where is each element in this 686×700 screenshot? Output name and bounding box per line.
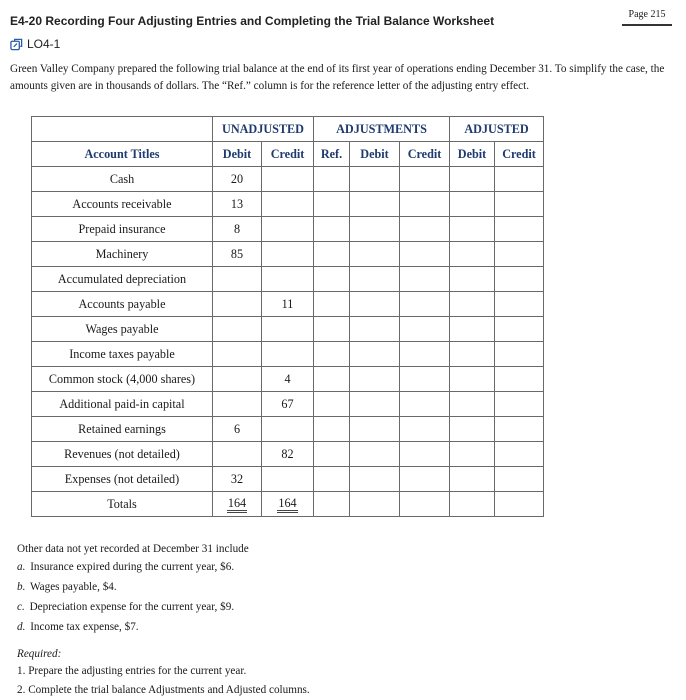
adjustments-credit-cell[interactable]	[400, 267, 450, 292]
table-row	[32, 367, 544, 392]
adjustments-credit-cell[interactable]	[400, 467, 450, 492]
unadjusted-credit	[262, 317, 314, 342]
adjustments-credit-header: Credit	[400, 142, 450, 167]
adjustments-debit-cell[interactable]	[350, 242, 400, 267]
unadjusted-debit	[213, 342, 262, 367]
adjustments-credit-cell[interactable]	[400, 367, 450, 392]
adjustments-credit-cell[interactable]	[400, 392, 450, 417]
group-header-row	[32, 117, 544, 142]
unadjusted-credit	[262, 267, 314, 292]
adjusted-debit-cell[interactable]	[450, 267, 495, 292]
item-letter: a.	[17, 561, 26, 573]
adjustments-debit-cell[interactable]	[350, 292, 400, 317]
other-data-item	[17, 581, 117, 593]
adjusted-credit-cell[interactable]	[495, 342, 544, 367]
adjusted-debit-cell[interactable]	[450, 292, 495, 317]
adjusted-debit-cell[interactable]	[450, 392, 495, 417]
other-data-item	[17, 621, 139, 633]
account-title: Additional paid-in capital	[32, 392, 213, 417]
adjustments-debit-cell[interactable]	[350, 217, 400, 242]
unadjusted-debit	[213, 267, 262, 292]
other-data-heading: Other data not yet recorded at December 31 include	[17, 543, 249, 555]
adjusted-debit-cell[interactable]	[450, 242, 495, 267]
ref-cell[interactable]	[314, 267, 350, 292]
exercise-title: E4-20 Recording Four Adjusting Entries and Completing the Trial Balance Worksheet	[10, 14, 495, 28]
other-data-item	[17, 561, 234, 573]
adjustments-debit-cell[interactable]	[350, 367, 400, 392]
account-title: Machinery	[32, 242, 213, 267]
totals-label: Totals	[32, 492, 213, 517]
adjusted-debit-cell[interactable]	[450, 317, 495, 342]
item-letter: d.	[17, 621, 26, 633]
account-title: Income taxes payable	[32, 342, 213, 367]
adjustments-debit-cell[interactable]	[350, 267, 400, 292]
account-title: Common stock (4,000 shares)	[32, 367, 213, 392]
link-icon	[10, 38, 23, 51]
adjusted-debit-cell[interactable]	[450, 167, 495, 192]
adjusted-credit-cell[interactable]	[495, 242, 544, 267]
adjustments-credit-cell[interactable]	[400, 317, 450, 342]
item-text: Income tax expense, $7.	[30, 621, 139, 633]
unadjusted-credit	[262, 167, 314, 192]
ref-cell[interactable]	[314, 342, 350, 367]
adjustments-credit-cell[interactable]	[400, 417, 450, 442]
adjustments-debit-cell[interactable]	[350, 417, 400, 442]
other-data-item	[17, 601, 234, 613]
learning-objective-label: LO4-1	[27, 37, 61, 51]
ref-cell[interactable]	[314, 417, 350, 442]
account-title: Accounts payable	[32, 292, 213, 317]
learning-objective[interactable]	[10, 37, 60, 51]
item-text: Insurance expired during the current year, $6.	[30, 561, 235, 573]
adjustments-credit-cell[interactable]	[400, 167, 450, 192]
adjustments-debit-cell[interactable]	[350, 442, 400, 467]
unadjusted-header: UNADJUSTED	[213, 117, 314, 142]
adjusted-debit-cell[interactable]	[450, 367, 495, 392]
adjustments-debit-cell[interactable]	[350, 317, 400, 342]
account-title: Accumulated depreciation	[32, 267, 213, 292]
adjusted-credit-cell[interactable]	[495, 217, 544, 242]
table-row	[32, 417, 544, 442]
table-row	[32, 392, 544, 417]
table-row	[32, 467, 544, 492]
unadjusted-debit: 8	[213, 217, 262, 242]
unadjusted-debit	[213, 392, 262, 417]
account-title: Revenues (not detailed)	[32, 442, 213, 467]
unadjusted-credit	[262, 417, 314, 442]
unadjusted-debit: 6	[213, 417, 262, 442]
ref-cell[interactable]	[314, 467, 350, 492]
adjusted-debit-header: Debit	[450, 142, 495, 167]
unadjusted-debit: 20	[213, 167, 262, 192]
required-item: 2. Complete the trial balance Adjustments and Adjusted columns.	[17, 684, 310, 696]
item-text: Wages payable, $4.	[30, 581, 117, 593]
adjusted-credit-cell[interactable]	[495, 192, 544, 217]
adjustments-debit-cell[interactable]	[350, 192, 400, 217]
account-title: Accounts receivable	[32, 192, 213, 217]
adjusted-debit-cell[interactable]	[450, 442, 495, 467]
account-title: Wages payable	[32, 317, 213, 342]
adjustments-credit-cell[interactable]	[400, 442, 450, 467]
totals-credit-cell	[262, 492, 314, 517]
ref-cell[interactable]	[314, 292, 350, 317]
adjustments-debit-cell[interactable]	[350, 392, 400, 417]
item-letter: b.	[17, 581, 26, 593]
adjusted-credit-cell[interactable]	[495, 392, 544, 417]
adjustments-header: ADJUSTMENTS	[314, 117, 450, 142]
adjusted-debit-cell[interactable]	[450, 492, 495, 517]
ref-cell[interactable]	[314, 492, 350, 517]
account-title: Expenses (not detailed)	[32, 467, 213, 492]
unadjusted-debit-header: Debit	[213, 142, 262, 167]
item-letter: c.	[17, 601, 25, 613]
ref-cell[interactable]	[314, 367, 350, 392]
blank-header-cell	[32, 117, 213, 142]
unadjusted-debit: 32	[213, 467, 262, 492]
adjusted-credit-header: Credit	[495, 142, 544, 167]
adjusted-credit-cell[interactable]	[495, 367, 544, 392]
adjusted-debit-cell[interactable]	[450, 342, 495, 367]
table-row	[32, 292, 544, 317]
column-header-row	[32, 142, 544, 167]
unadjusted-credit	[262, 242, 314, 267]
adjustments-debit-header: Debit	[350, 142, 400, 167]
unadjusted-credit: 11	[262, 292, 314, 317]
table-row	[32, 192, 544, 217]
account-titles-header: Account Titles	[32, 142, 213, 167]
required-item: 1. Prepare the adjusting entries for the current year.	[17, 665, 247, 677]
totals-credit: 164	[277, 497, 297, 513]
table-row	[32, 217, 544, 242]
unadjusted-debit: 13	[213, 192, 262, 217]
unadjusted-debit	[213, 317, 262, 342]
adjusted-debit-cell[interactable]	[450, 217, 495, 242]
unadjusted-debit: 85	[213, 242, 262, 267]
table-row	[32, 167, 544, 192]
ref-header: Ref.	[314, 142, 350, 167]
adjusted-debit-cell[interactable]	[450, 192, 495, 217]
adjustments-debit-cell[interactable]	[350, 342, 400, 367]
adjusted-credit-cell[interactable]	[495, 492, 544, 517]
adjustments-credit-cell[interactable]	[400, 492, 450, 517]
intro-paragraph: Green Valley Company prepared the following trial balance at the end of its first year of operations ending December 31. To simplify the case, the amounts given are in thousands of dollars. The “Ref.” column is for the reference letter of the adjusting entry effect.	[10, 63, 665, 92]
adjusted-credit-cell[interactable]	[495, 167, 544, 192]
unadjusted-credit	[262, 342, 314, 367]
adjustments-credit-cell[interactable]	[400, 192, 450, 217]
required-heading: Required:	[17, 648, 62, 660]
trial-balance-table	[31, 116, 544, 517]
adjusted-credit-cell[interactable]	[495, 267, 544, 292]
page-number: Page 215	[622, 9, 672, 26]
adjustments-credit-cell[interactable]	[400, 342, 450, 367]
unadjusted-debit	[213, 292, 262, 317]
unadjusted-debit	[213, 367, 262, 392]
adjusted-credit-cell[interactable]	[495, 417, 544, 442]
adjusted-credit-cell[interactable]	[495, 317, 544, 342]
adjustments-debit-cell[interactable]	[350, 167, 400, 192]
account-title: Prepaid insurance	[32, 217, 213, 242]
adjusted-credit-cell[interactable]	[495, 467, 544, 492]
table-row	[32, 317, 544, 342]
account-title: Cash	[32, 167, 213, 192]
adjusted-header: ADJUSTED	[450, 117, 544, 142]
unadjusted-credit: 67	[262, 392, 314, 417]
ref-cell[interactable]	[314, 242, 350, 267]
ref-cell[interactable]	[314, 442, 350, 467]
unadjusted-credit: 4	[262, 367, 314, 392]
unadjusted-debit	[213, 442, 262, 467]
ref-cell[interactable]	[314, 192, 350, 217]
ref-cell[interactable]	[314, 217, 350, 242]
adjusted-debit-cell[interactable]	[450, 417, 495, 442]
unadjusted-credit: 82	[262, 442, 314, 467]
totals-debit: 164	[227, 497, 247, 513]
ref-cell[interactable]	[314, 317, 350, 342]
account-title: Retained earnings	[32, 417, 213, 442]
unadjusted-credit	[262, 217, 314, 242]
unadjusted-credit	[262, 192, 314, 217]
unadjusted-credit-header: Credit	[262, 142, 314, 167]
table-row	[32, 267, 544, 292]
adjustments-credit-cell[interactable]	[400, 217, 450, 242]
adjustments-debit-cell[interactable]	[350, 467, 400, 492]
adjusted-credit-cell[interactable]	[495, 292, 544, 317]
ref-cell[interactable]	[314, 392, 350, 417]
adjustments-credit-cell[interactable]	[400, 292, 450, 317]
ref-cell[interactable]	[314, 167, 350, 192]
adjusted-credit-cell[interactable]	[495, 442, 544, 467]
item-text: Depreciation expense for the current year, $9.	[29, 601, 235, 613]
adjusted-debit-cell[interactable]	[450, 467, 495, 492]
adjustments-debit-cell[interactable]	[350, 492, 400, 517]
adjustments-credit-cell[interactable]	[400, 242, 450, 267]
totals-debit-cell	[213, 492, 262, 517]
totals-row	[32, 492, 544, 517]
unadjusted-credit	[262, 467, 314, 492]
table-row	[32, 442, 544, 467]
table-row	[32, 242, 544, 267]
table-row	[32, 342, 544, 367]
